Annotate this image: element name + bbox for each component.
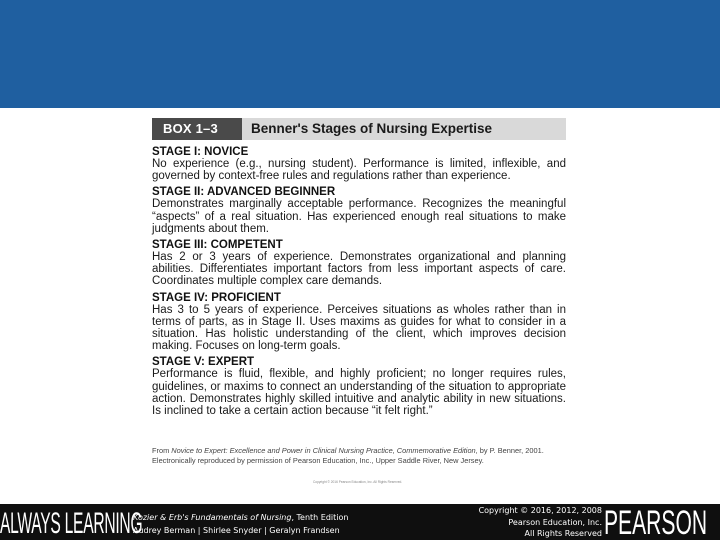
copyright-line: All Rights Reserved (524, 529, 602, 538)
box-copyright: Copyright © 2016 Pearson Education, Inc. All Rights Reserved. (313, 480, 403, 484)
stage-heading: STAGE IV: PROFICIENT (152, 291, 281, 304)
stage-description: Has 2 or 3 years of experience. Demonstrates organizational and planning abilities. Differentiates important factors from less important aspects of care. Coordinates multiple complex care demands. (152, 251, 566, 288)
pearson-logo: PEARSON (604, 504, 708, 540)
source-title: Novice to Expert: Excellence and Power in Clinical Nursing Practice, Commemorative Edition (171, 446, 476, 455)
copyright-line: Copyright © 2016, 2012, 2008 (478, 506, 602, 515)
stage-heading: STAGE I: NOVICE (152, 146, 249, 158)
stage-novice (152, 146, 566, 182)
stage-heading: STAGE II: ADVANCED BEGINNER (152, 186, 336, 199)
stage-advanced-beginner (152, 186, 566, 235)
box-header (152, 118, 566, 140)
book-title-line (133, 511, 348, 524)
stage-description: No experience (e.g., nursing student). Performance is limited, inflexible, and governed by context-free rules and regulations rather than experience. (152, 158, 566, 183)
always-learning-logo: ALWAYS LEARNING (0, 507, 143, 540)
stage-description: Has 3 to 5 years of experience. Perceives situations as wholes rather than in terms of parts, as in Stage II. Uses maxims as guides for what to consider in a situation. Has holistic understanding of the client, which improves decision making. Focuses on long-term goals. (152, 303, 566, 353)
book-title: Kozier & Erb's Fundamentals of Nursing (133, 513, 292, 522)
book-info (133, 511, 348, 537)
copyright-line: Pearson Education, Inc. (508, 517, 602, 527)
source-citation (152, 446, 566, 466)
top-banner (0, 0, 720, 108)
stage-description: Performance is fluid, flexible, and highly proficient; no longer requires rules, guidelines, or maxims to connect an understanding of the situation to appropriate action. Demonstrates highly skilled intuitive and analytic ability in new situations. Is inclined to take a certain action because “it felt right.” (152, 368, 566, 418)
stages-list (152, 146, 566, 421)
book-edition: , Tenth Edition (291, 513, 349, 522)
stage-competent (152, 239, 566, 288)
stage-proficient (152, 292, 566, 353)
source-prefix: From (152, 446, 172, 455)
source-details: , by P. Benner, 2001. Electronically reproduced by permission of Pearson Education, Inc., Upper Saddle River, New Jersey. (152, 446, 544, 465)
stage-heading: STAGE V: EXPERT (152, 356, 255, 369)
box-title: Benner's Stages of Nursing Expertise (251, 121, 493, 136)
book-authors: Audrey Berman | Shirlee Snyder | Geralyn Frandsen (133, 526, 340, 535)
stage-expert (152, 356, 566, 417)
stage-heading: STAGE III: COMPETENT (152, 239, 283, 252)
copyright-notice (479, 505, 602, 540)
box-tab-label: BOX 1–3 (152, 118, 242, 140)
stage-description: Demonstrates marginally acceptable performance. Recognizes the meaningful “aspects” of a real situation. Has experienced enough real situations to make judgments about them. (152, 198, 566, 235)
benner-box (152, 118, 566, 490)
footer-bar (0, 504, 720, 540)
